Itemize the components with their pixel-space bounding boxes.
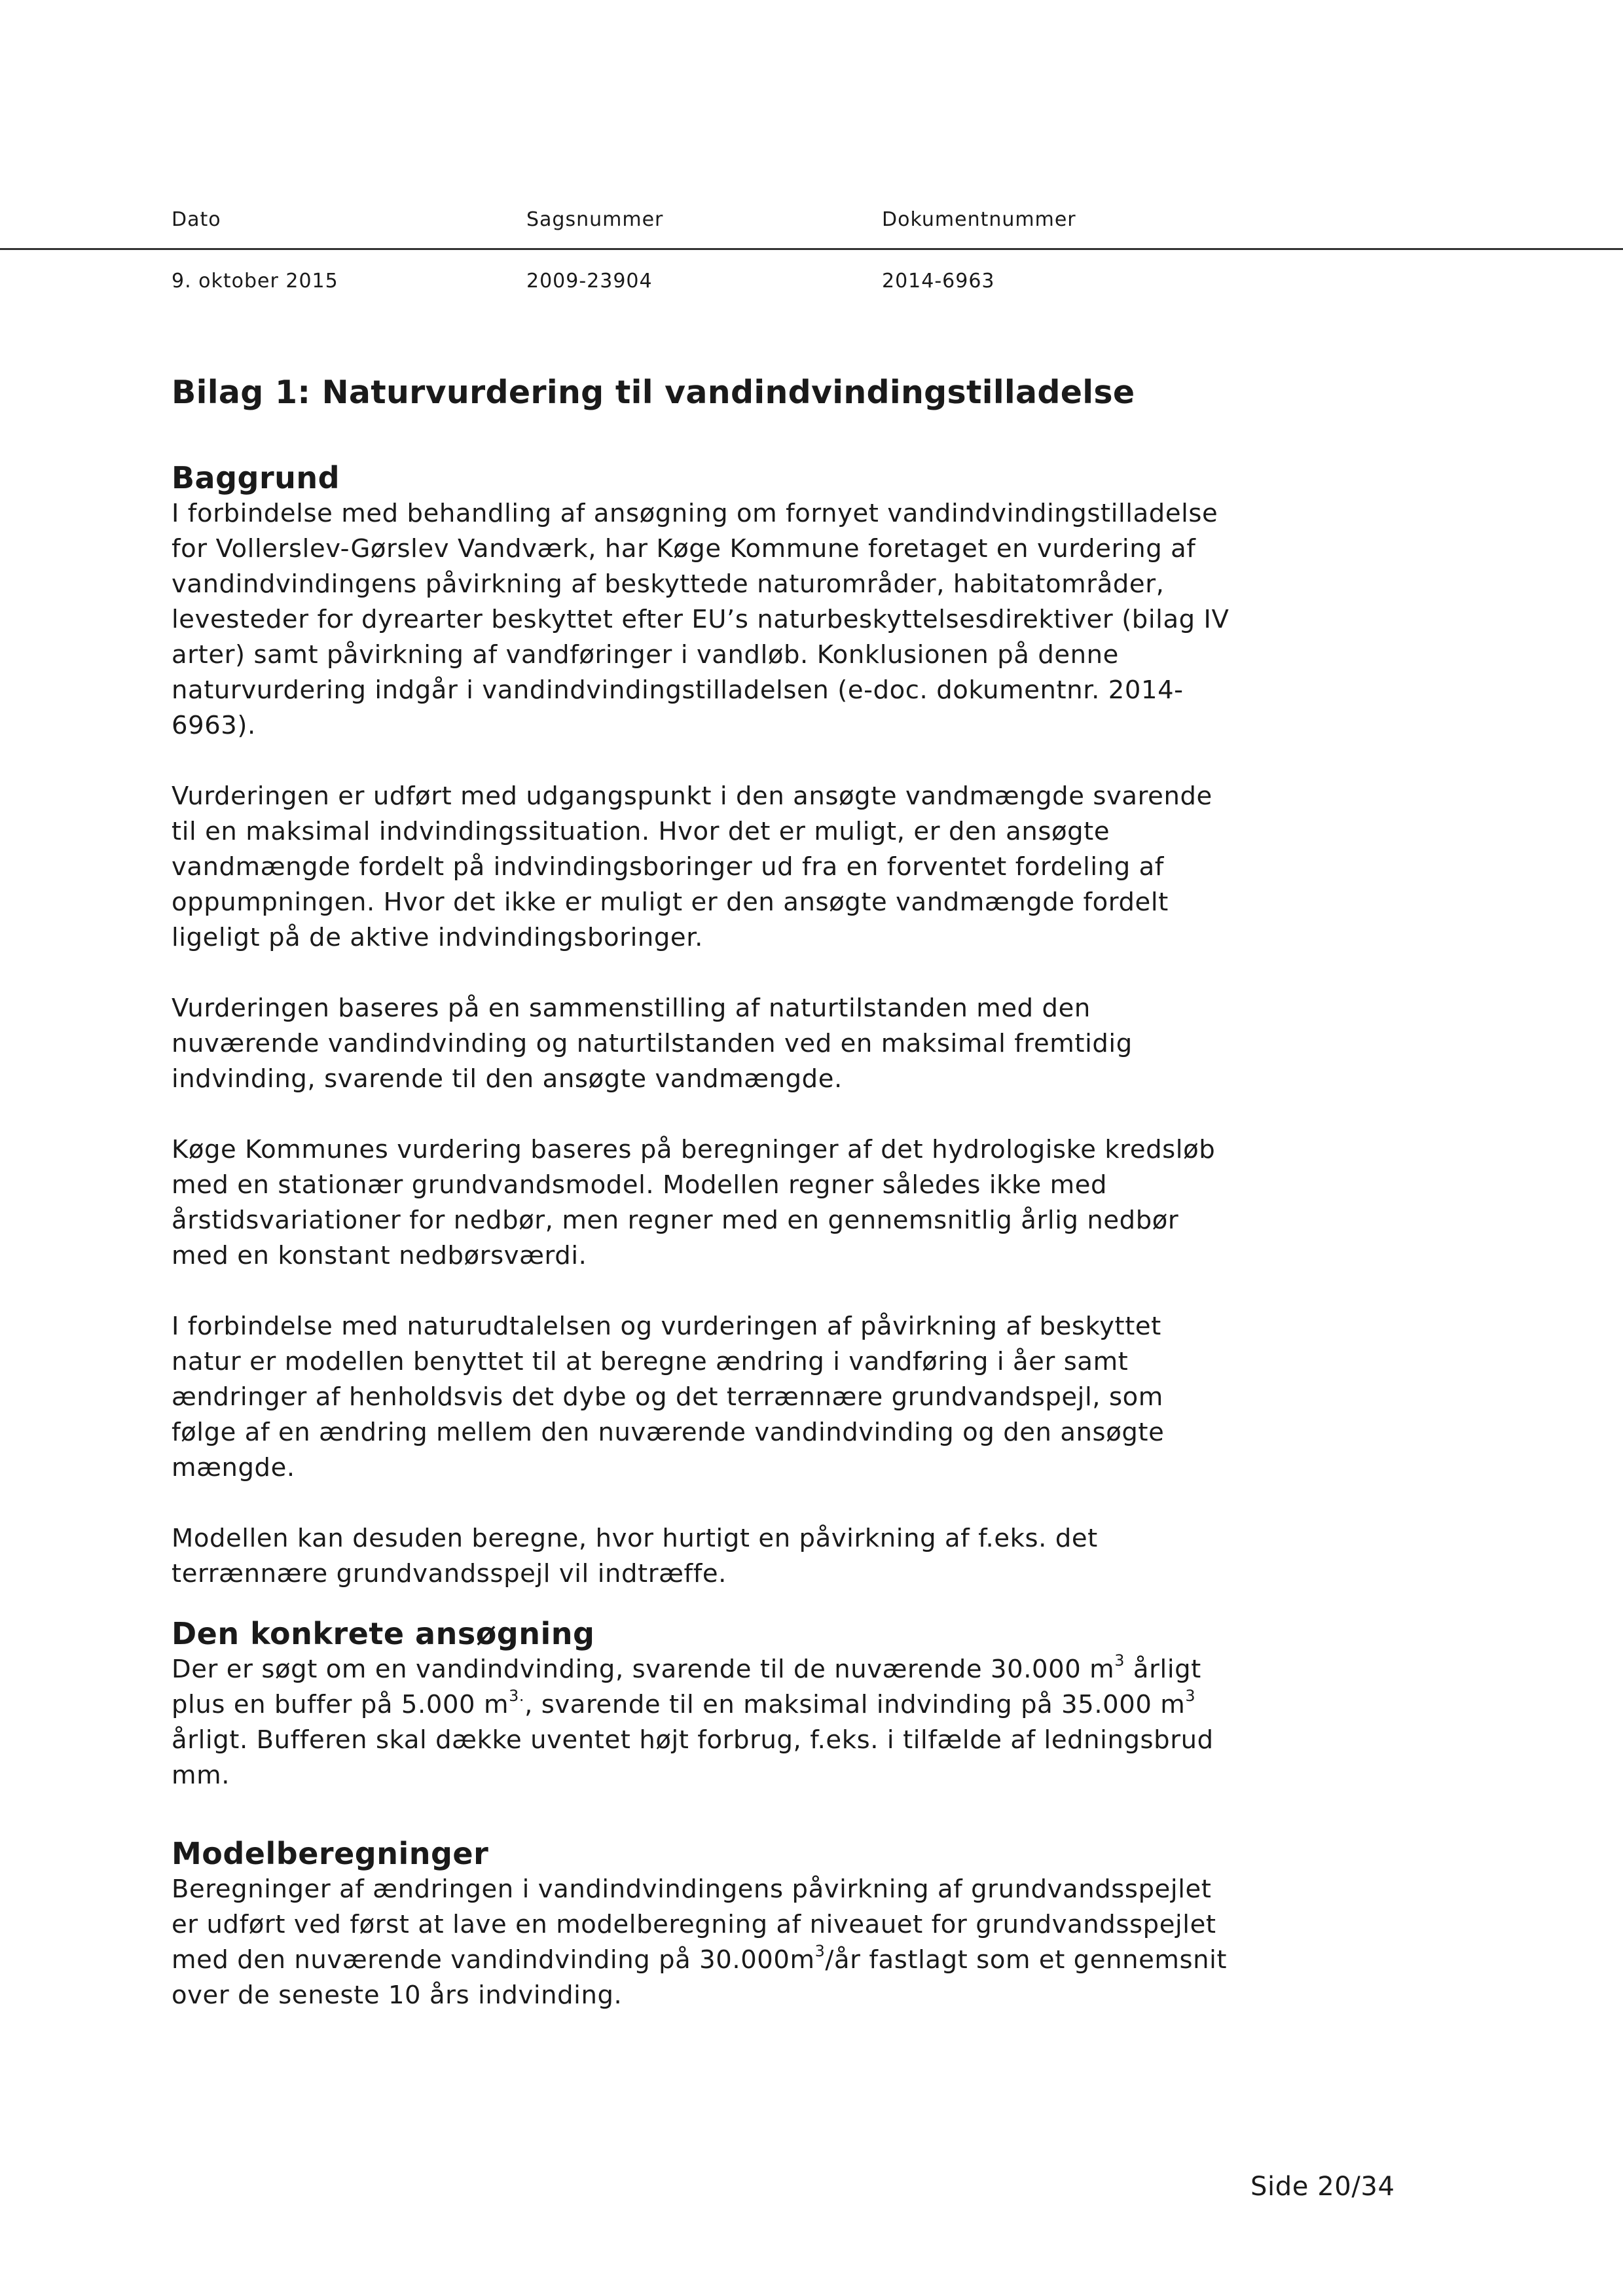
paragraph: Vurderingen er udført med udgangspunkt i den ansøgte vandmængde svarende til en maksimal indvindingssituation. Hvor det er muligt, er den ansøgte vandmængde fordelt på indvindingsboringer ud fra en forventet fordeling af oppumpningen. Hvor det ikke er muligt er den ansøgte vandmængde fordelt ligeligt på de aktive indvindingsboringer. bbox=[172, 781, 1213, 952]
header-divider bbox=[0, 248, 1623, 250]
paragraph-ansoegning bbox=[172, 1652, 1232, 1793]
section-heading-modelberegninger: Modelberegninger bbox=[172, 1836, 489, 1871]
date-label: Dato bbox=[172, 208, 221, 231]
document-title: Bilag 1: Naturvurdering til vandindvindingstilladelse bbox=[172, 374, 1135, 411]
superscript: 3. bbox=[509, 1687, 525, 1706]
text-run: Beregninger af ændringen i vandindvindingens påvirkning af grundvandsspejlet er udført ved først at lave en modelberegning af niveauet for grundvandsspejlet med den nuværende vandindvinding på 30.000m bbox=[172, 1874, 1216, 1975]
case-number-label: Sagsnummer bbox=[526, 208, 664, 231]
section-heading-ansoegning: Den konkrete ansøgning bbox=[172, 1616, 595, 1651]
text-run: , svarende til en maksimal indvinding på 35.000 m bbox=[524, 1690, 1186, 1719]
text-run: /år fastlagt som et gennemsnit over de seneste 10 års indvinding. bbox=[172, 1945, 1228, 2010]
paragraph: Vurderingen baseres på en sammenstilling af naturtilstanden med den nuværende vandindvinding og naturtilstanden ved en maksimal fremtidig indvinding, svarende til den ansøgte vandmængde. bbox=[172, 994, 1133, 1094]
text-run: årligt plus en buffer på 5.000 m bbox=[172, 1655, 1201, 1719]
superscript: 3 bbox=[1114, 1651, 1125, 1670]
text-run: Der er søgt om en vandindvinding, svarende til de nuværende 30.000 m bbox=[172, 1655, 1115, 1684]
paragraph-modelberegninger bbox=[172, 1872, 1232, 2013]
superscript: 3 bbox=[814, 1942, 826, 1961]
case-number-value: 2009-23904 bbox=[526, 270, 653, 293]
paragraph: Køge Kommunes vurdering baseres på beregninger af det hydrologiske kredsløb med en stationær grundvandsmodel. Modellen regner således ikke med årstidsvariationer for nedbør, men regner med en gennemsnitlig årlig nedbør med en konstant nedbørsværdi. bbox=[172, 1135, 1216, 1270]
date-value: 9. oktober 2015 bbox=[172, 270, 338, 293]
paragraph: Modellen kan desuden beregne, hvor hurtigt en påvirkning af f.eks. det terrænnære grundvandsspejl vil indtræffe. bbox=[172, 1524, 1098, 1588]
section-heading-baggrund: Baggrund bbox=[172, 460, 340, 495]
text-run: årligt. Bufferen skal dække uventet højt forbrug, f.eks. i tilfælde af ledningsbrud mm. bbox=[172, 1725, 1214, 1790]
document-body bbox=[172, 373, 1232, 2013]
document-number-value: 2014-6963 bbox=[882, 270, 995, 293]
superscript: 3 bbox=[1185, 1687, 1196, 1706]
document-number-label: Dokumentnummer bbox=[882, 208, 1076, 231]
paragraph: I forbindelse med naturudtalelsen og vurderingen af påvirkning af beskyttet natur er modellen benyttet til at beregne ændring i vandføring i åer samt ændringer af henholdsvis det dybe og det terrænnære grundvandspejl, som følge af en ændring mellem den nuværende vandindvinding og den ansøgte mængde. bbox=[172, 1312, 1165, 1482]
page-number: Side 20/34 bbox=[1250, 2172, 1395, 2202]
paragraph: I forbindelse med behandling af ansøgning om fornyet vandindvindingstilladelse for Vollerslev-Gørslev Vandværk, har Køge Kommune foretaget en vurdering af vandindvindingens påvirkning af beskyttede naturområder, habitatområder, levesteder for dyrearter beskyttet efter EU’s naturbeskyttelsesdirektiver (bilag IV arter) samt påvirkning af vandføringer i vandløb. Konklusionen på denne naturvurdering indgår i vandindvindingstilladelsen (e-doc. dokumentnr. 2014-6963). bbox=[172, 499, 1230, 740]
